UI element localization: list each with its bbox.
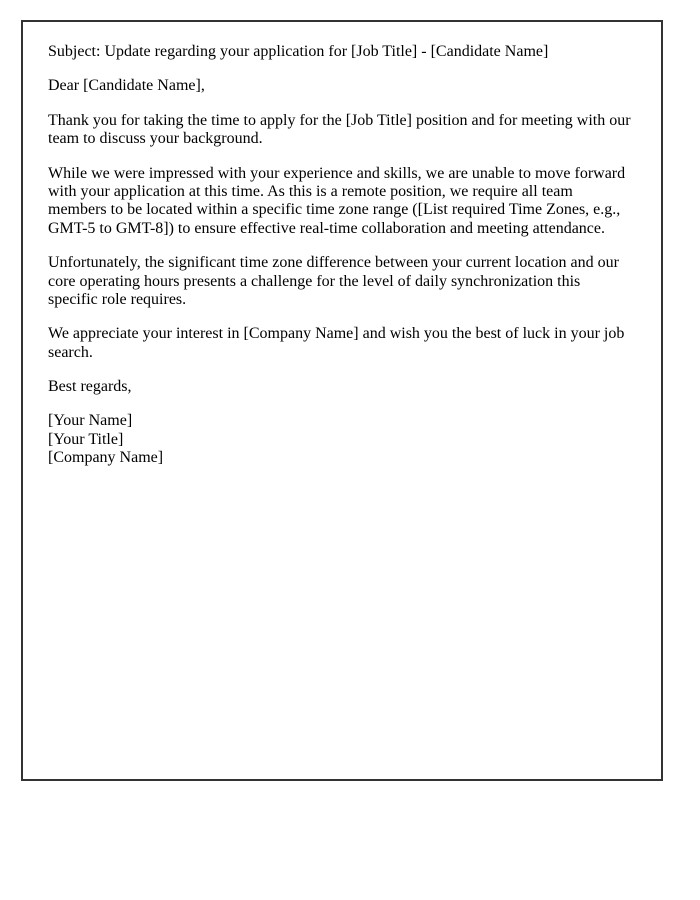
body-line: specific role requires. bbox=[48, 290, 187, 308]
body-line: We appreciate your interest in [Company Name] and wish you the best of luck in your job bbox=[48, 325, 625, 343]
body-line: GMT-5 to GMT-8]) to ensure effective real-time collaboration and meeting attendance. bbox=[48, 219, 605, 237]
letter-document bbox=[21, 20, 663, 781]
salutation bbox=[48, 77, 636, 95]
signature-block bbox=[48, 412, 636, 467]
body-paragraph-appreciation bbox=[48, 325, 636, 362]
body-line: search. bbox=[48, 343, 93, 361]
closing-text: Best regards, bbox=[48, 378, 132, 396]
body-line: While we were impressed with your experience and skills, we are unable to move forward bbox=[48, 164, 626, 182]
closing bbox=[48, 378, 636, 396]
body-line: members to be located within a specific time zone range ([List required Time Zones, e.g., bbox=[48, 201, 621, 219]
body-paragraph-thank-you bbox=[48, 112, 636, 149]
signature-line-title: [Your Title] bbox=[48, 430, 124, 448]
body-paragraph-timezone bbox=[48, 254, 636, 309]
body-line: Unfortunately, the significant time zone difference between your current location and our bbox=[48, 254, 619, 272]
body-line: team to discuss your background. bbox=[48, 130, 263, 148]
body-line: with your application at this time. As this is a remote position, we require all team bbox=[48, 182, 573, 200]
body-line: Thank you for taking the time to apply for the [Job Title] position and for meeting with our bbox=[48, 111, 631, 129]
subject-line bbox=[48, 43, 636, 61]
body-paragraph-decision bbox=[48, 165, 636, 239]
signature-line-name: [Your Name] bbox=[48, 412, 133, 430]
subject-text: Subject: Update regarding your application for [Job Title] - [Candidate Name] bbox=[48, 43, 549, 60]
body-line: core operating hours presents a challenge for the level of daily synchronization this bbox=[48, 272, 581, 290]
signature-line-company: [Company Name] bbox=[48, 449, 164, 467]
salutation-text: Dear [Candidate Name], bbox=[48, 77, 205, 95]
